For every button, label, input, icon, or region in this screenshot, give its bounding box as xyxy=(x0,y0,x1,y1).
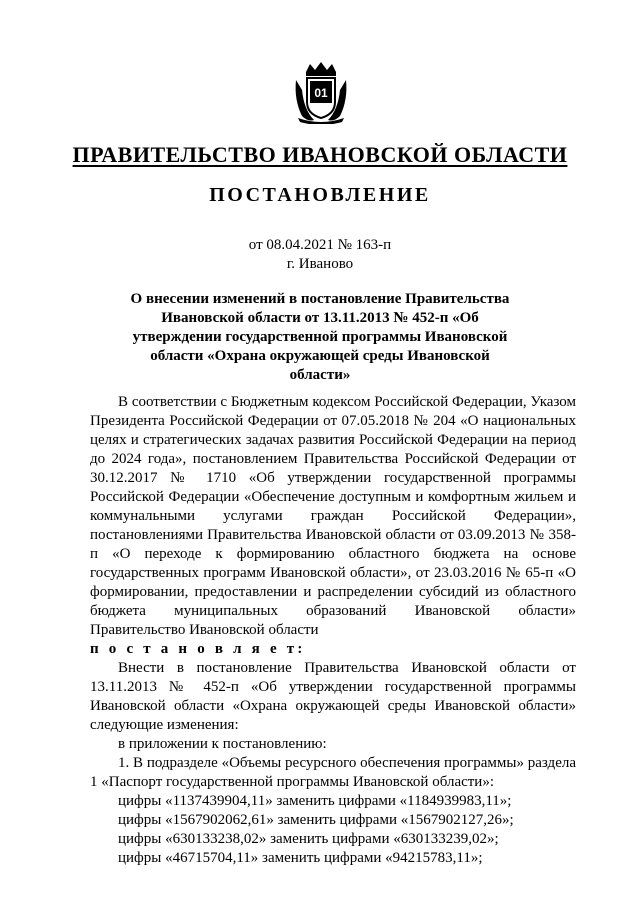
replacement-item: цифры «46715704,11» заменить цифрами «94215783,11»; xyxy=(118,850,483,866)
replacement-item: цифры «1137439904,11» заменить цифрами «1184939983,11»; xyxy=(118,793,512,809)
government-title: ПРАВИТЕЛЬСТВО ИВАНОВСКОЙ ОБЛАСТИ xyxy=(72,142,568,167)
document-meta xyxy=(0,236,640,274)
replacement-item: цифры «630133238,02» заменить цифрами «630133239,02»; xyxy=(118,831,499,847)
preamble-paragraph: В соответствии с Бюджетным кодексом Российской Федерации, Указом Президента Российской Федерации от 07.05.2018 № 204 «О национальных целях и стратегических задачах развития Российской Федерации на период до 2024 года», постановлением Правительства Российской Федерации от 30.12.2017 № 1710 «Об утверждении государственной программы Российской Федерации «Обеспечение доступным и комфортным жильем и коммунальными услугами граждан Российской Федерации», постановлениями Правительства Ивановской области от 03.09.2013 № 358-п «О переходе к формированию областного бюджета на основе государственных программ Ивановской области», от 23.03.2016 № 65-п «О формировании, предоставлении и распределении субсидий из областного бюджета муниципальных образований Ивановской области» Правительство Ивановской области xyxy=(90,394,576,638)
document-body xyxy=(90,393,576,868)
svg-text:01: 01 xyxy=(314,86,328,100)
amendment-paragraph: Внести в постановление Правительства Ивановской области от 13.11.2013 № 452-п «Об утверждении государственной программы Ивановской области «Охрана окружающей среды Ивановской области» следующие изменения: xyxy=(90,660,576,733)
point-1: 1. В подразделе «Объемы ресурсного обеспечения программы» раздела 1 «Паспорт государственной программы Ивановской области»: xyxy=(90,755,576,790)
document-subject: О внесении изменений в постановление Правительства Ивановской области от 13.11.2013 № 452-п «Об утверждении государственной программы Ивановской области «Охрана окружающей среды Ивановской области» xyxy=(130,291,510,383)
coat-of-arms-icon xyxy=(292,60,350,124)
decree-word: п о с т а н о в л я е т: xyxy=(90,641,306,657)
replacement-item: цифры «1567902062,61» заменить цифрами «1567902127,26»; xyxy=(118,812,514,828)
city: г. Иваново xyxy=(286,256,354,272)
document-type: ПОСТАНОВЛЕНИЕ xyxy=(209,184,431,206)
annex-line: в приложении к постановлению: xyxy=(118,736,327,752)
date-number: от 08.04.2021 № 163-п xyxy=(248,237,392,253)
